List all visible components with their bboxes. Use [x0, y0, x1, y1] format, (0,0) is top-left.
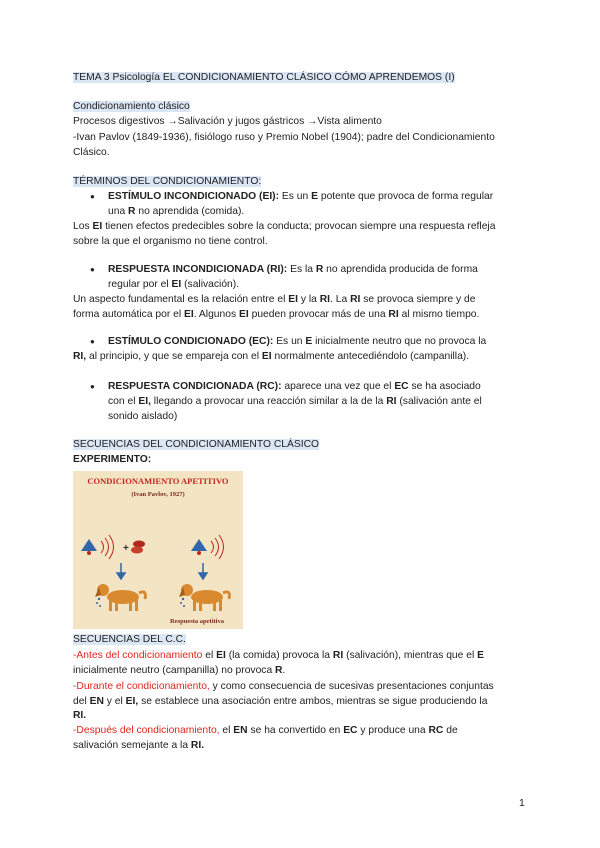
pavlov-figure — [73, 471, 243, 629]
figure-title: CONDICIONAMIENTO APETITIVO — [87, 476, 229, 486]
dog-icon — [179, 584, 229, 611]
saliva-drops-icon — [180, 598, 185, 607]
section-heading-condicionamiento: Condicionamiento clásico — [73, 101, 190, 112]
pavlov-illustration — [73, 471, 243, 629]
text-line: Procesos digestivos →Salivación y jugos gástricos →Vista alimento — [73, 116, 382, 127]
bell-icon — [191, 539, 207, 555]
text-line: -Antes del condicionamiento el EI (la comida) provoca la RI (salivación), mientras que el E — [73, 650, 484, 661]
sound-wave-icon — [211, 535, 224, 559]
text-line: RI. — [73, 710, 87, 721]
section-heading-secuencias-cc: SECUENCIAS DEL C.C. — [73, 634, 186, 645]
text-line: forma automática por el EI. Algunos EI pueden provocar más de una RI al mismo tiempo. — [73, 309, 480, 320]
section-heading-secuencias: SECUENCIAS DEL CONDICIONAMIENTO CLÁSICO — [73, 439, 320, 450]
plus-sign: + — [123, 543, 129, 554]
meat-icon — [131, 541, 145, 554]
text-line: regular por el EI (salivación). — [108, 279, 240, 290]
figure-caption: Respuesta apetitiva — [170, 618, 224, 625]
text-line: RI, al principio, y que se empareja con el EI normalmente antecediéndolo (campanilla). — [73, 351, 470, 362]
text-line: del EN y el EI, se establece una asociación entre ambos, mientras se sigue produciendo la — [73, 696, 488, 707]
bell-icon — [81, 539, 97, 555]
text-line: Un aspecto fundamental es la relación entre el EI y la RI. La RI se provoca siempre y de — [73, 294, 476, 305]
sound-wave-icon — [101, 535, 114, 559]
bullet-icon: ● — [90, 337, 95, 346]
bullet-icon: ● — [90, 192, 95, 201]
bullet-icon: ● — [90, 382, 95, 391]
page-title: TEMA 3 Psicología EL CONDICIONAMIENTO CLÁSICO CÓMO APRENDEMOS (I) — [73, 72, 455, 83]
arrow-down-icon — [117, 563, 207, 579]
text-line: sobre la que el organismo no tiene control. — [73, 236, 268, 247]
dog-icon — [95, 584, 145, 611]
term-rc: RESPUESTA CONDICIONADA (RC): aparece una vez que el EC se ha asociado — [108, 381, 481, 392]
term-ri: RESPUESTA INCONDICIONADA (RI): Es la R no aprendida producida de forma — [108, 264, 478, 275]
experiment-label: EXPERIMENTO: — [73, 454, 152, 465]
text-line: -Durante el condicionamiento, y como consecuencia de sucesivas presentaciones conjuntas — [73, 681, 494, 692]
term-ec: ESTÍMULO CONDICIONADO (EC): Es un E inicialmente neutro que no provoca la — [108, 336, 487, 347]
section-heading-terminos: TÉRMINOS DEL CONDICIONAMIENTO: — [73, 176, 262, 187]
saliva-drops-icon — [96, 598, 101, 607]
text-line: -Después del condicionamiento, el EN se ha convertido en EC y produce una RC de — [73, 725, 458, 736]
bullet-icon: ● — [90, 265, 95, 274]
text-line: inicialmente neutro (campanilla) no provoca R. — [73, 665, 286, 676]
text-line: una R no aprendida (comida). — [108, 206, 245, 217]
text-line: con el EI, llegando a provocar una reacción similar a la de la RI (salivación ante el — [108, 396, 482, 407]
text-line: Clásico. — [73, 147, 110, 158]
figure-subtitle: (Ivan Pavlov, 1927) — [131, 491, 185, 498]
text-line: salivación semejante a la RI. — [73, 740, 205, 751]
text-line: Los EI tienen efectos predecibles sobre la conducta; provocan siempre una respuesta refleja — [73, 221, 496, 232]
text-line: sonido aislado) — [108, 411, 178, 422]
page-number: 1 — [519, 797, 525, 809]
term-ei: ESTÍMULO INCONDICIONADO (EI): Es un E potente que provoca de forma regular — [108, 191, 494, 202]
text-line: -Ivan Pavlov (1849-1936), fisiólogo ruso y Premio Nobel (1904); padre del Condicionamiento — [73, 132, 495, 143]
